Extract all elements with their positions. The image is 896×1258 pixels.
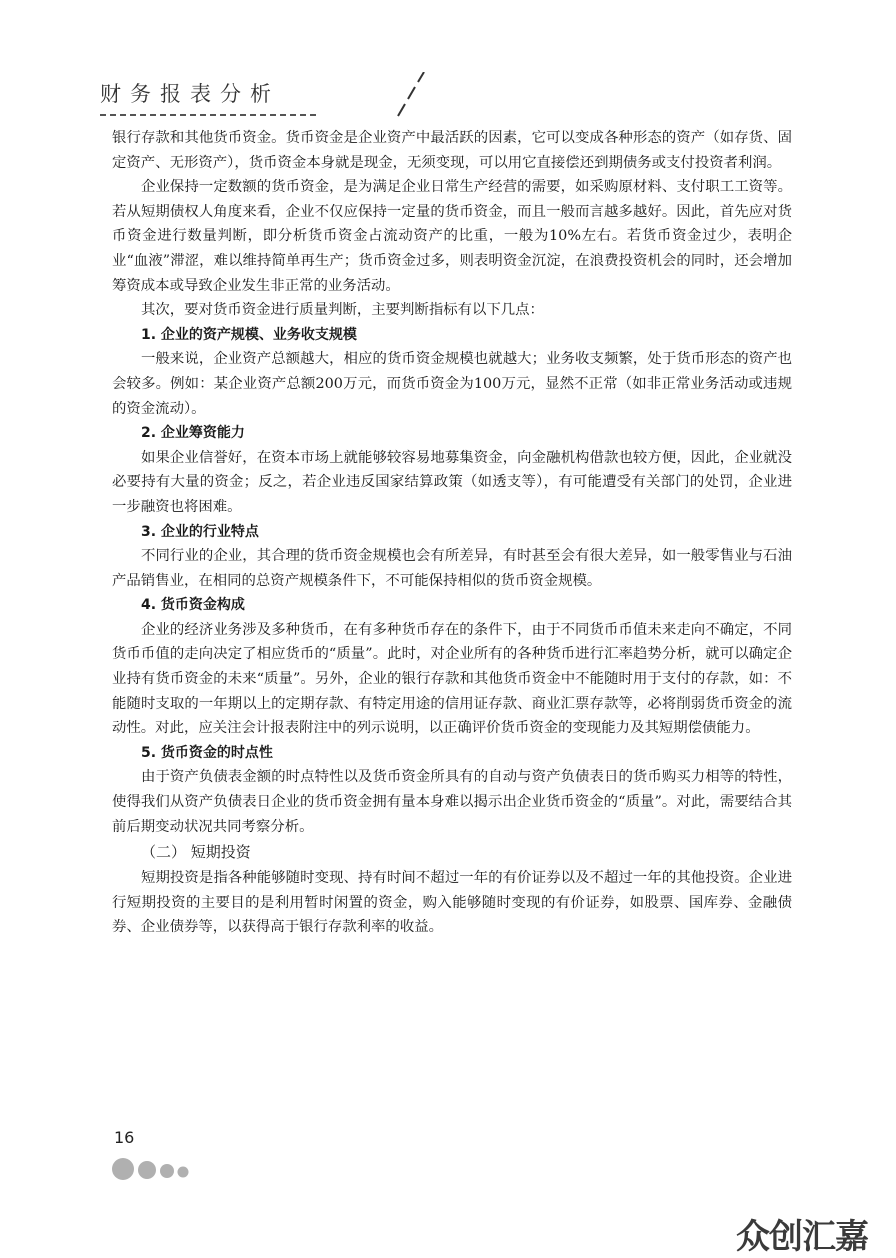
subheading: 4. 货币资金构成 [141, 597, 245, 614]
page-body [112, 126, 792, 940]
paragraph: 短期投资是指各种能够随时变现、持有时间不超过一年的有价证券以及不超过一年的其他投资。企业进行短期投资的主要目的是利用暂时闲置的资金，购入能够随时变现的有价证券，如股票、国库券、金融债券、企业债券等，以获得高于银行存款利率的收益。 [112, 870, 792, 936]
paragraph: 由于资产负债表金额的时点特性以及货币资金所具有的自动与资产负债表日的货币购买力相等的特性，使得我们从资产负债表日企业的货币资金拥有量本身难以揭示出企业货币资金的“质量”。对此，需要结合其前后期变动状况共同考察分析。 [112, 769, 792, 835]
footer-dots-decoration [110, 1156, 200, 1182]
page-number: 16 [114, 1128, 135, 1147]
watermark-logo: 众创汇嘉 [736, 1217, 868, 1257]
header-divider [100, 114, 316, 116]
header-slash-decoration [392, 72, 432, 120]
paragraph: 如果企业信誉好，在资本市场上就能够较容易地募集资金，向金融机构借款也较方便，因此，企业就没必要持有大量的资金；反之，若企业违反国家结算政策（如透支等），有可能遭受有关部门的处罚，企业进一步融资也将困难。 [112, 449, 792, 515]
subheading: 3. 企业的行业特点 [141, 523, 259, 540]
paragraph: 企业的经济业务涉及多种货币，在有多种货币存在的条件下，由于不同货币币值未来走向不确定，不同货币币值的走向决定了相应货币的“质量”。此时，对企业所有的各种货币进行汇率趋势分析，就可以确定企业持有货币资金的未来“质量”。另外，企业的银行存款和其他货币资金中不能随时用于支付的存款，如：不能随时支取的一年期以上的定期存款、有特定用途的信用证存款、商业汇票存款等，必将削弱货币资金的流动性。对此，应关注会计报表附注中的列示说明，以正确评价货币资金的变现能力及其短期偿债能力。 [112, 621, 792, 737]
paragraph: 银行存款和其他货币资金。货币资金是企业资产中最活跃的因素，它可以变成各种形态的资产（如存货、固定资产、无形资产），货币资金本身就是现金，无须变现，可以用它直接偿还到期债务或支付投资者利润。 [112, 130, 792, 171]
subheading: 2. 企业筹资能力 [141, 425, 245, 442]
paragraph: 其次，要对货币资金进行质量判断，主要判断指标有以下几点： [141, 302, 544, 319]
subheading: 1. 企业的资产规模、业务收支规模 [141, 326, 357, 343]
subheading: 5. 货币资金的时点性 [141, 744, 273, 761]
section-heading: （二） 短期投资 [141, 843, 251, 862]
paragraph: 不同行业的企业，其合理的货币资金规模也会有所差异，有时甚至会有很大差异，如一般零售业与石油产品销售业，在相同的总资产规模条件下，不可能保持相似的货币资金规模。 [112, 548, 792, 589]
paragraph: 企业保持一定数额的货币资金，是为满足企业日常生产经营的需要，如采购原材料、支付职工工资等。若从短期债权人角度来看，企业不仅应保持一定量的货币资金，而且一般而言越多越好。因此，首先应对货币资金进行数量判断，即分析货币资金占流动资产的比重，一般为10%左右。若货币资金过少，表明企业“血液”滞涩，难以维持简单再生产；货币资金过多，则表明资金沉淀，在浪费投资机会的同时，还会增加筹资成本或导致企业发生非正常的业务活动。 [112, 179, 792, 294]
header-title: 财务报表分析 [100, 82, 280, 106]
paragraph: 一般来说，企业资产总额越大，相应的货币资金规模也就越大；业务收支频繁，处于货币形态的资产也会较多。例如：某企业资产总额200万元，而货币资金为100万元，显然不正常（如非正常业务活动或违规的资金流动）。 [112, 351, 792, 417]
